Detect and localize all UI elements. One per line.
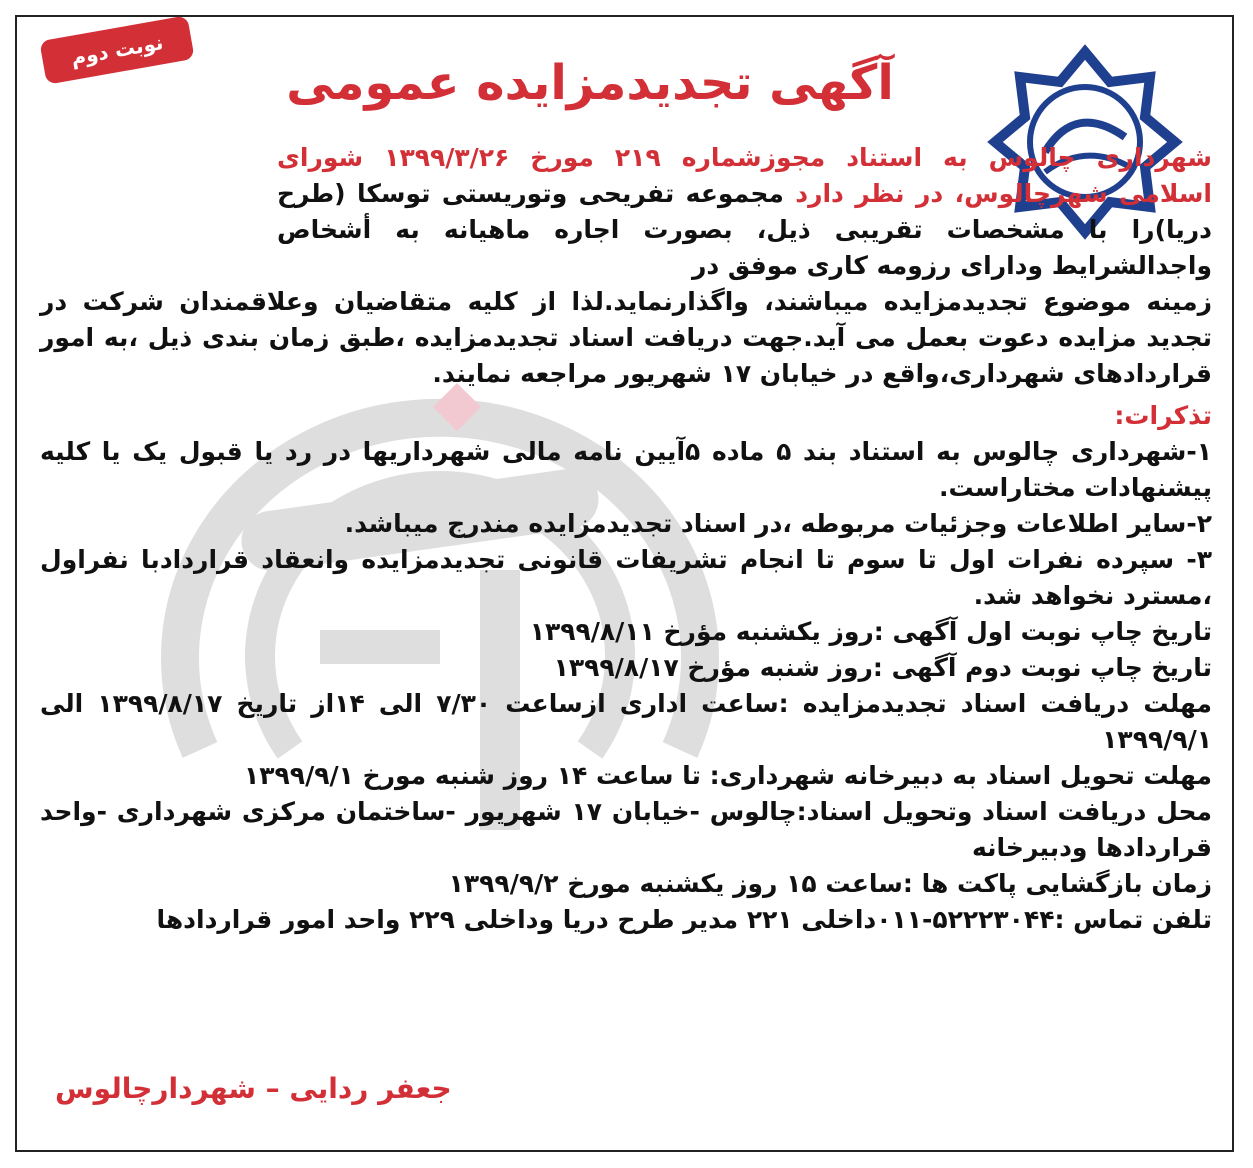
detail-line: تاریخ چاپ نوبت اول آگهی :روز یکشنبه مؤرخ ۱۳۹۹/۸/۱۱: [529, 617, 1212, 646]
note-item: ۳- سپرده نفرات اول تا سوم تا انجام تشریفات قانونی تجدیدمزایده وانعقاد قراردادبا نفراول ،مسترد نخواهد شد.: [40, 545, 1212, 610]
intro-continuation: زمینه موضوع تجدیدمزایده میباشند، واگذارنماید.لذا از کلیه متقاضیان وعلاقمندان شرکت در تجدید مزایده دعوت بعمل می آید.جهت دریافت اسناد تجدیدمزایده ،طبق زمان بندی ذیل ،به امور قراردادهای شهرداری،واقع در خیابان ۱۷ شهریور مراجعه نمایند.: [40, 287, 1212, 388]
mayor-signature: جعفر ردایی – شهردارچالوس: [55, 1072, 452, 1105]
intro-red-text: شهرداری چالوس به استناد مجوزشماره ۲۱۹ مورخ ۱۳۹۹/۳/۲۶ شورای اسلامی شهرچالوس، در نظر دارد: [277, 143, 1212, 208]
detail-line: تلفن تماس :۵۲۲۲۳۰۴۴-۰۱۱داخلی ۲۲۱ مدیر طرح دریا وداخلی ۲۲۹ واحد امور قراردادها: [156, 905, 1212, 934]
detail-line: تاریخ چاپ نوبت دوم آگهی :روز شنبه مؤرخ ۱۳۹۹/۸/۱۷: [553, 653, 1212, 682]
note-item: ۲-سایر اطلاعات وجزئیات مربوطه ،در اسناد تجدیدمزایده مندرج میباشد.: [344, 509, 1212, 538]
notes-title: تذکرات:: [1114, 401, 1212, 430]
detail-line: مهلت تحویل اسناد به دبیرخانه شهرداری: تا ساعت ۱۴ روز شنبه مورخ ۱۳۹۹/۹/۱: [244, 761, 1212, 790]
detail-line: زمان بازگشایی پاکت ها :ساعت ۱۵ روز یکشنبه مورخ ۱۳۹۹/۹/۲: [448, 869, 1212, 898]
detail-line: مهلت دریافت اسناد تجدیدمزایده :ساعت اداری ازساعت ۷/۳۰ الی ۱۴از تاریخ ۱۳۹۹/۸/۱۷ الی ۱۳۹۹/۹/۱: [40, 689, 1213, 754]
detail-line: محل دریافت اسناد وتحویل اسناد:چالوس -خیابان ۱۷ شهریور -ساختمان مرکزی شهرداری -واحد قراردادها ودبیرخانه: [40, 797, 1212, 862]
second-publication-badge: نوبت دوم: [39, 15, 194, 84]
intro-paragraph: [277, 140, 1212, 284]
notice-body: [40, 140, 1212, 938]
note-item: ۱-شهرداری چالوس به استناد بند ۵ ماده ۵آیین نامه مالی شهرداریها در رد یا قبول یک یا کلیه پیشنهادات مختاراست.: [40, 437, 1212, 502]
intro-text: مجموعه تفریحی وتوریستی توسکا (طرح دریا)را با مشخصات تقریبی ذیل، بصورت اجاره ماهیانه به أشخاص واجدالشرایط ودارای رزومه کاری موفق در: [277, 179, 1212, 280]
page-title: آگهی تجدیدمزایده عمومی: [286, 55, 894, 111]
